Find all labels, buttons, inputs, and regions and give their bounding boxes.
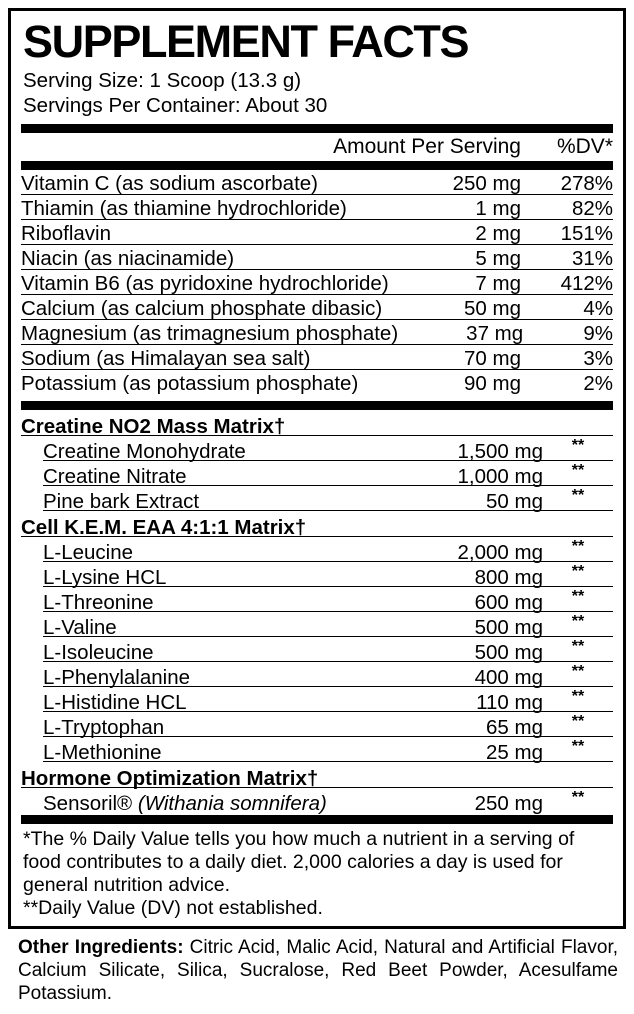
ingredient-dv: **	[571, 613, 585, 631]
ingredient-dv: **	[571, 713, 585, 731]
nutrient-name: Riboflavin	[21, 222, 112, 246]
matrix-heading	[21, 511, 613, 540]
table-row	[43, 687, 613, 715]
nutrient-amount: 2 mg	[475, 222, 521, 246]
header-percent-dv: %DV*	[556, 135, 613, 159]
table-row	[43, 562, 613, 590]
table-row	[43, 712, 613, 740]
table-row	[21, 220, 613, 245]
divider-bar-top	[21, 124, 613, 133]
hormone-matrix-group	[21, 762, 613, 816]
nutrient-name: Vitamin B6 (as pyridoxine hydrochloride)	[21, 272, 389, 296]
nutrient-name: Calcium (as calcium phosphate dibasic)	[21, 297, 383, 321]
nutrient-amount: 1 mg	[475, 197, 521, 221]
nutrient-name: Magnesium (as trimagnesium phosphate)	[21, 322, 399, 346]
table-row	[43, 612, 613, 640]
nutrient-amount: 90 mg	[464, 372, 521, 396]
ingredient-name: L-Phenylalanine	[43, 666, 191, 690]
nutrient-name: Potassium (as potassium phosphate)	[21, 372, 359, 396]
nutrient-dv: 4%	[583, 297, 613, 321]
page-title: SUPPLEMENT FACTS	[23, 16, 469, 67]
table-row	[43, 637, 613, 665]
ingredient-name: L-Tryptophan	[43, 716, 165, 740]
nutrient-table	[21, 170, 613, 395]
ingredient-name: Creatine Monohydrate	[43, 440, 246, 464]
ingredient-dv: **	[571, 588, 585, 606]
ingredient-name-text: Sensoril®	[43, 792, 138, 816]
table-row	[21, 245, 613, 270]
matrix-heading	[21, 762, 613, 791]
divider-bar-matrices	[21, 401, 613, 410]
ingredient-name: L-Valine	[43, 616, 117, 640]
ingredient-name: L-Histidine HCL	[43, 691, 187, 715]
nutrient-amount: 37 mg	[466, 322, 524, 346]
ingredient-amount: 25 mg	[486, 741, 543, 765]
table-row	[21, 295, 613, 320]
nutrient-dv: 9%	[583, 322, 613, 346]
ingredient-amount: 500 mg	[474, 641, 543, 665]
ingredient-name: L-Lysine HCL	[43, 566, 167, 590]
table-row	[21, 345, 613, 370]
ingredient-amount: 2,000 mg	[457, 541, 543, 565]
nutrient-amount: 250 mg	[452, 172, 521, 196]
ingredient-amount: 500 mg	[474, 616, 543, 640]
ingredient-dv: **	[571, 437, 585, 455]
ingredient-name: L-Methionine	[43, 741, 162, 765]
ingredient-dv: **	[571, 638, 585, 656]
nutrient-amount: 7 mg	[475, 272, 521, 296]
nutrient-dv: 82%	[571, 197, 613, 221]
nutrient-name: Thiamin (as thiamine hydrochloride)	[21, 197, 347, 221]
ingredient-dv: **	[571, 789, 585, 807]
ingredient-name: L-Isoleucine	[43, 641, 154, 665]
nutrient-dv: 278%	[560, 172, 613, 196]
table-row	[43, 461, 613, 489]
serving-size: Serving Size: 1 Scoop (13.3 g)	[23, 68, 302, 92]
servings-per-container: Servings Per Container: About 30	[23, 93, 328, 117]
matrix-heading-label: Cell K.E.M. EAA 4:1:1 Matrix†	[21, 516, 307, 540]
nutrient-amount: 5 mg	[475, 247, 521, 271]
table-row	[43, 662, 613, 690]
table-row	[21, 370, 613, 395]
eaa-matrix-group	[21, 511, 613, 765]
other-ingredients-label: Other Ingredients:	[18, 937, 184, 959]
ingredient-amount: 800 mg	[474, 566, 543, 590]
creatine-matrix-group	[21, 410, 613, 514]
ingredient-name	[43, 788, 415, 816]
ingredient-dv: **	[571, 688, 585, 706]
matrix-heading-label: Hormone Optimization Matrix†	[21, 767, 319, 791]
ingredient-dv: **	[571, 487, 585, 505]
ingredient-dv: **	[571, 563, 585, 581]
ingredient-amount: 110 mg	[476, 691, 543, 715]
ingredient-name: L-Threonine	[43, 591, 154, 615]
ingredient-botanical-name: (Withania somnifera)	[137, 792, 327, 816]
other-ingredients-text: Citric Acid, Malic Acid, Natural and Artificial Flavor, Calcium Silicate, Silica, Sucralose, Red Beet Powder, Acesulfame Potassium.	[18, 937, 619, 1005]
table-row	[43, 436, 613, 464]
footnotes	[21, 824, 613, 922]
ingredient-name: Pine bark Extract	[43, 490, 200, 514]
divider-bar-footnotes	[21, 815, 613, 824]
ingredient-amount: 1,000 mg	[457, 465, 543, 489]
table-row	[43, 737, 613, 765]
ingredient-name: L-Leucine	[43, 541, 134, 565]
nutrient-name: Niacin (as niacinamide)	[21, 247, 235, 271]
nutrient-amount: 70 mg	[464, 347, 521, 371]
nutrient-dv: 412%	[560, 272, 613, 296]
nutrient-amount: 50 mg	[464, 297, 521, 321]
ingredient-dv: **	[571, 663, 585, 681]
table-row	[21, 195, 613, 220]
ingredient-amount: 65 mg	[486, 716, 543, 740]
nutrient-dv: 151%	[560, 222, 613, 246]
footnote-daily-value: *The % Daily Value tells you how much a nutrient in a serving of food contributes to a daily diet. 2,000 calories a day is used for general nutrition advice.	[23, 828, 575, 897]
footnote-dv-not-established: **Daily Value (DV) not established.	[23, 897, 323, 920]
ingredient-amount: 250 mg	[474, 792, 543, 816]
table-row	[43, 486, 613, 514]
nutrient-dv: 3%	[583, 347, 613, 371]
table-row	[43, 537, 613, 565]
table-row	[21, 320, 613, 345]
column-headers	[21, 133, 613, 161]
nutrient-dv: 2%	[583, 372, 613, 396]
nutrient-name: Sodium (as Himalayan sea salt)	[21, 347, 311, 371]
nutrient-dv: 31%	[571, 247, 613, 271]
ingredient-dv: **	[571, 538, 585, 556]
table-row	[21, 170, 613, 195]
header-amount-per-serving: Amount Per Serving	[333, 135, 521, 159]
ingredient-amount: 50 mg	[486, 490, 543, 514]
other-ingredients	[8, 929, 626, 1005]
nutrient-name: Vitamin C (as sodium ascorbate)	[21, 172, 318, 196]
ingredient-name: Creatine Nitrate	[43, 465, 187, 489]
table-row	[43, 587, 613, 615]
ingredient-dv: **	[571, 462, 585, 480]
divider-bar-under-headers	[21, 161, 613, 170]
ingredient-dv: **	[571, 738, 585, 756]
table-row	[43, 788, 613, 816]
ingredient-amount: 400 mg	[474, 666, 543, 690]
table-row	[21, 270, 613, 295]
matrix-heading	[21, 410, 613, 439]
matrix-heading-label: Creatine NO2 Mass Matrix†	[21, 415, 286, 439]
facts-panel	[8, 8, 626, 929]
ingredient-amount: 600 mg	[474, 591, 543, 615]
ingredient-amount: 1,500 mg	[457, 440, 543, 464]
